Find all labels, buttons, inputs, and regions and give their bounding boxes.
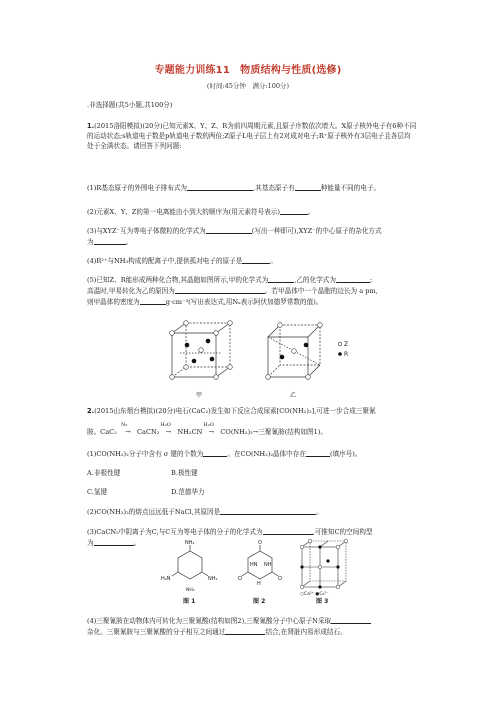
q2-stem1: (2015山东烟台模拟)(20分)电石(CaC₂)发生如下反应合成尿素[CO(NH₂)₂],可进一步合成三聚氰 xyxy=(94,407,376,415)
q2-options-row1 xyxy=(87,469,417,478)
fig1-label: 图 1 xyxy=(183,598,196,605)
answer-blank[interactable] xyxy=(175,286,265,294)
q2-p1b: 。在CO(NH₂)₂晶体中存在 xyxy=(227,450,306,458)
cac2-legend: ○Ca²⁺ ●C₂²⁻ xyxy=(300,592,329,597)
svg-text:H₂N: H₂N xyxy=(161,576,171,582)
answer-blank[interactable] xyxy=(203,449,227,457)
q2-p4a: (4)三聚氰胺在动物体内可转化为三聚氰酸(结构如图2),三聚氰酸分子中心原子N采取 xyxy=(87,617,332,625)
q2-structure-figures xyxy=(150,535,360,607)
answer-blank[interactable] xyxy=(94,237,126,245)
q2-number: 2. xyxy=(87,407,95,415)
reaction-arrow-h2o-2: H₂O → xyxy=(203,422,215,436)
answer-blank[interactable] xyxy=(242,256,270,264)
answer-blank[interactable] xyxy=(336,275,373,284)
q1-p5c: ; xyxy=(370,276,373,284)
svg-text:HN: HN xyxy=(250,562,258,568)
q2-p4b: 杂化。三聚氰胺与三聚氰酸的分子相互之间通过 xyxy=(87,627,226,636)
svg-text:NH₂: NH₂ xyxy=(185,540,195,546)
answer-blank[interactable] xyxy=(225,627,265,635)
answer-blank[interactable] xyxy=(268,275,294,283)
svg-text:O: O xyxy=(238,576,242,582)
q1-p3b: (写出一种即可),XYZ⁻的中心原子的杂化方式 xyxy=(251,227,382,235)
q1-part4: (4)R²⁺与NH₃构成的配离子中,提供孤对电子的原子是 。 xyxy=(87,257,277,265)
q1-p3c: 为 xyxy=(87,237,94,246)
answer-blank[interactable] xyxy=(94,538,134,546)
q1-p5e: 。若甲晶体中一个晶胞的边长为 a pm, xyxy=(264,286,378,295)
q1-p3a: (3)与XYZ⁻互为等电子体微粒的化学式为 xyxy=(87,227,206,235)
answer-blank[interactable] xyxy=(331,616,371,624)
arrow-label-h2o-2: H₂O xyxy=(203,422,214,428)
q1-p1a: (1)R基态原子的外围电子排布式为 xyxy=(87,184,188,192)
q1-p1b: ,其基态原子有 xyxy=(253,184,295,192)
q2-stem2d: CO(NH₂)₂→三聚氰胺(结构如图1)。 xyxy=(220,428,328,436)
fig3-label: 图 3 xyxy=(316,598,329,605)
reaction-arrow-n2: N₂ → xyxy=(120,422,131,436)
page-subtitle: (时间:45分钟 满分:100分) xyxy=(206,82,290,90)
answer-blank[interactable] xyxy=(187,183,253,191)
q2-stem2b: CaCN₂ xyxy=(136,428,160,436)
svg-text:NH₂: NH₂ xyxy=(208,576,218,582)
answer-blank[interactable] xyxy=(140,297,166,305)
q1-part1 xyxy=(87,183,417,193)
q2-options-row2 xyxy=(87,488,417,497)
answer-blank[interactable] xyxy=(206,226,252,234)
q2-p4c: 结合,在肾脏内易形成结石。 xyxy=(265,627,347,636)
arrow-label-n2: N₂ xyxy=(120,422,128,428)
option-d[interactable]: D.范德华力 xyxy=(171,488,205,496)
q2-stem-line1 xyxy=(87,407,417,416)
svg-text:O: O xyxy=(258,540,262,546)
q1-p1c: 种能量不同的电子。 xyxy=(320,184,381,192)
answer-blank[interactable] xyxy=(263,527,313,535)
answer-blank[interactable] xyxy=(220,507,316,515)
q2-stem-line2 xyxy=(87,422,417,437)
q1-stem-text: (2015洛阳模拟)(20分)已知元素X、Y、Z、R为前四周期元素,且原子序数依次增大。X原子核外电子有6种不同的运动状态;s轨道电子数是p轨道电子数的两倍;Z原子L电子层上有2对成对电子;R⁺原子核外有3层电子且各层均处于全满状态。请回答下列问题: xyxy=(87,122,417,150)
svg-text:NH₂: NH₂ xyxy=(186,588,195,593)
q2-p2: (2)CO(NH₂)₂的熔点远远低于NaCl,其原因是 xyxy=(87,508,221,516)
q1-p4: (4)R²⁺与NH₃构成的配离子中,提供孤对电子的原子是 xyxy=(87,257,243,265)
section-heading: .非选择题(共5小题,共100分) xyxy=(87,101,173,109)
option-b[interactable]: B.极性键 xyxy=(171,469,198,477)
q1-stem xyxy=(87,122,417,152)
svg-text:H: H xyxy=(257,581,261,587)
q1-part5 xyxy=(87,275,417,308)
q2-part2: (2)CO(NH₂)₂的熔点远远低于NaCl,其原因是 。 xyxy=(87,508,323,516)
q1-crystal-figures xyxy=(150,313,372,403)
legend-r: R xyxy=(344,351,349,358)
option-c[interactable]: C.氢键 xyxy=(87,488,108,496)
q2-p3b: ,可推知C的空间构型 xyxy=(312,528,373,536)
melamine-structure xyxy=(172,545,208,579)
option-a[interactable]: A.非极性键 xyxy=(87,469,121,477)
answer-blank[interactable] xyxy=(306,449,330,457)
q2-part1 xyxy=(87,449,417,459)
q2-part3: (3)CaCN₂中阴离子为C,与C互为等电子体的分子的化学式为 ,可推知C的空间构型 为 。 xyxy=(87,528,373,547)
fig-jia-label: 甲 xyxy=(196,392,203,399)
q2-stem2c: NH₂CN xyxy=(177,428,203,436)
reaction-arrow-h2o: H₂O → xyxy=(160,422,172,436)
q2-part4 xyxy=(87,616,417,638)
q1-number: 1. xyxy=(87,122,95,130)
q1-p5f: 则甲晶体的密度为 xyxy=(87,297,140,306)
q2-p1a: (1)CO(NH₂)₂分子中含有 σ 键的个数为 xyxy=(87,450,204,458)
answer-blank[interactable] xyxy=(295,183,321,191)
q1-part3: (3)与XYZ⁻互为等电子体微粒的化学式为 (写出一种即可),XYZ⁻的中心原子的杂化方式 为 。 xyxy=(87,227,382,246)
fig2-label: 图 2 xyxy=(253,598,266,605)
answer-blank[interactable] xyxy=(280,207,308,215)
cyanuric-acid-structure xyxy=(242,545,278,579)
q2-p3c: 为 xyxy=(87,538,94,547)
q1-p5g: g·cm⁻³(写出表达式,用Nₐ表示阿伏加德罗常数的值)。 xyxy=(165,297,323,306)
svg-text:NH: NH xyxy=(264,562,272,568)
q2-p3a: (3)CaCN₂中阴离子为C,与C互为等电子体的分子的化学式为 xyxy=(87,528,263,536)
q1-p5d: 高温时,甲易转化为乙的原因为 xyxy=(87,286,175,295)
q1-part2: (2)元素X、Y、Z的第一电离能由小到大的顺序为(用元素符号表示) 。 xyxy=(87,208,315,216)
q1-p5b: ,乙的化学式为 xyxy=(294,276,336,284)
page-title: 专题能力训练11 物质结构与性质(选修) xyxy=(154,65,342,76)
q2-p1c: (填序号)。 xyxy=(329,450,362,458)
q2-stem2a: 胺。CaC₂ xyxy=(87,428,117,436)
svg-text:O: O xyxy=(278,576,282,582)
q1-p5a: (5)已知Z、R能形成两种化合物,其晶胞如图所示,甲的化学式为 xyxy=(87,276,269,284)
arrow-label-h2o: H₂O xyxy=(160,422,171,428)
legend-z: Z xyxy=(344,341,349,348)
fig-yi-label: 乙 xyxy=(290,392,297,399)
q1-p2: (2)元素X、Y、Z的第一电离能由小到大的顺序为(用元素符号表示) xyxy=(87,208,280,216)
